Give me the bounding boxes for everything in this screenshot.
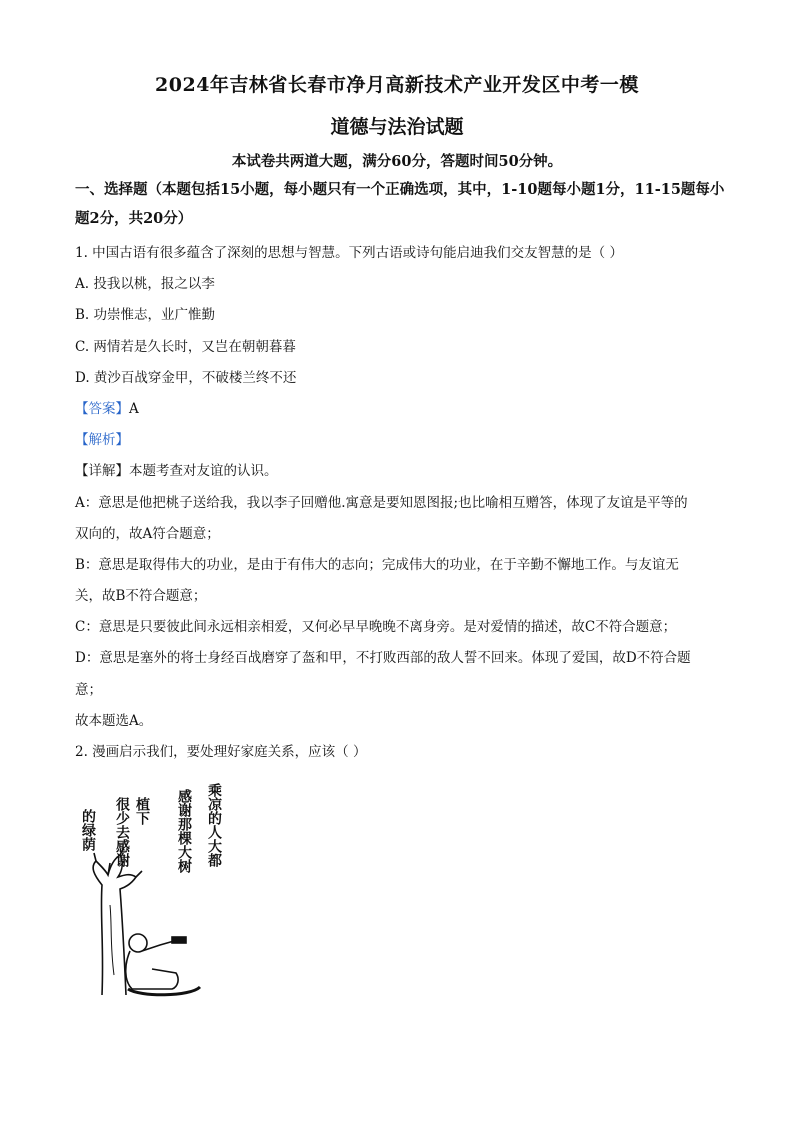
q1-option-a: A. 投我以桃，报之以李 <box>75 276 215 292</box>
exam-note: 本试卷共两道大题，满分60分，答题时间50分钟。 <box>231 153 563 170</box>
q1-option-d: D. 黄沙百战穿金甲，不破楼兰终不还 <box>75 370 297 386</box>
q1-stem: 1. 中国古语有很多蕴含了深刻的思想与智慧。下列古语或诗句能启迪我们交友智慧的是（ ） <box>75 245 623 261</box>
section-1-heading: 一、选择题（本题包括15小题，每小题只有一个正确选项，其中，1-10题每小题1分，11-15题每小题2分，共20分） <box>75 181 725 227</box>
comic-text-col-4: 感谢那棵大树 <box>176 789 192 873</box>
detail-text: 本题考查对友谊的认识。 <box>129 463 278 479</box>
q1-answer <box>75 399 725 419</box>
q1-conclusion: 故本题选A。 <box>75 713 153 729</box>
q1-option-c: C. 两情若是久长时，又岂在朝朝暮暮 <box>75 339 296 355</box>
comic-text-col-3: 很少去感谢 <box>114 797 130 867</box>
comic-illustration <box>80 775 230 1005</box>
q1-explanation-a-1: A：意思是他把桃子送给我，我以李子回赠他.寓意是要知恩图报;也比喻相互赠答，体现了友谊是平等的 <box>75 495 688 511</box>
comic-text-col-2: 植下 <box>134 797 150 825</box>
q1-explanation-d-2: 意； <box>75 682 102 698</box>
q1-explanation-d-1: D：意思是塞外的将士身经百战磨穿了盔和甲，不打败西部的敌人誓不回来。体现了爱国，故D不符合题 <box>75 650 691 666</box>
comic-text-col-1: 的绿荫 <box>80 809 96 851</box>
q1-explanation-b-2: 关，故B不符合题意； <box>75 588 207 604</box>
seated-man-icon <box>126 934 200 995</box>
q1-analysis <box>75 430 725 450</box>
q1-detail <box>75 461 725 481</box>
q1-option-b: B. 功崇惟志，业广惟勤 <box>75 307 216 323</box>
q1-explanation-a-2: 双向的，故A符合题意； <box>75 526 220 542</box>
q1-explanation-c: C：意思是只要彼此间永远相亲相爱，又何必早早晚晚不离身旁。是对爱情的描述，故C不符合题意； <box>75 619 677 635</box>
answer-label: 【答案】 <box>75 401 129 417</box>
tree-stump-icon <box>93 847 142 995</box>
exam-title: 2024年吉林省长春市净月高新技术产业开发区中考一模 <box>155 74 639 96</box>
q2-stem: 2. 漫画启示我们，要处理好家庭关系，应该（ ） <box>75 744 367 760</box>
comic-text-col-5: 乘凉的人大都 <box>206 783 222 867</box>
q1-explanation-b-1: B：意思是取得伟大的功业，是由于有伟大的志向；完成伟大的功业，在于辛勤不懈地工作。与友谊无 <box>75 557 679 573</box>
answer-value: A <box>129 401 139 417</box>
analysis-label: 【解析】 <box>75 432 129 448</box>
exam-subtitle: 道德与法治试题 <box>330 116 464 138</box>
detail-label: 【详解】 <box>75 463 129 479</box>
